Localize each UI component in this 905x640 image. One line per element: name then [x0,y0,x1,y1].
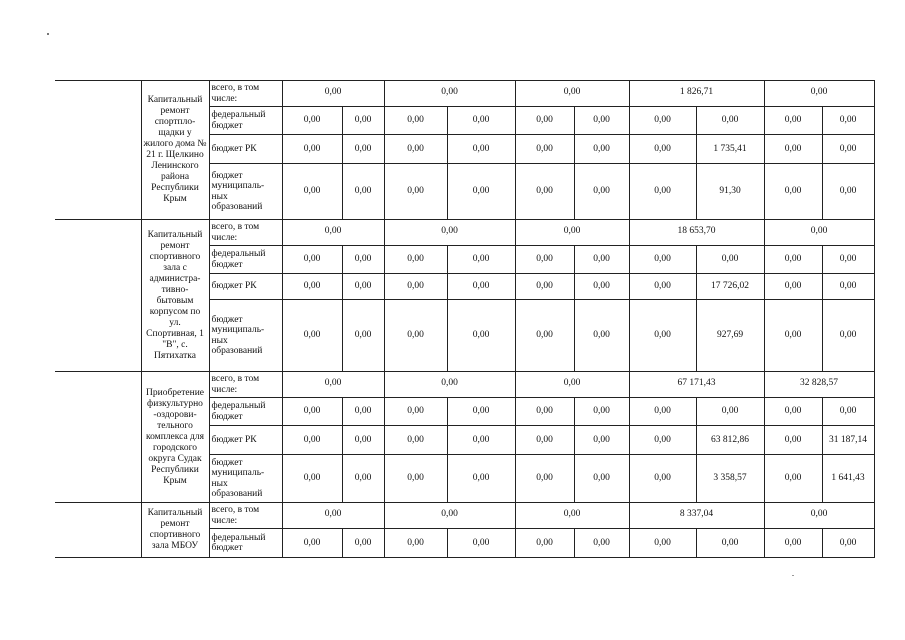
funding-source-cell: бюджет муниципаль-ных образований [209,300,282,372]
funding-source-cell: федеральный бюджет [209,529,282,558]
total-amount-cell: 0,00 [515,372,629,398]
amount-cell: 0,00 [515,455,574,503]
amount-cell: 0,00 [515,107,574,135]
amount-cell: 1 735,41 [696,135,764,164]
amount-cell: 0,00 [282,529,342,558]
amount-cell: 0,00 [574,274,629,300]
row-number-cell [55,81,141,220]
amount-cell: 0,00 [447,135,515,164]
total-amount-cell: 0,00 [282,372,384,398]
amount-cell: 0,00 [384,164,447,220]
amount-cell: 0,00 [574,300,629,372]
amount-cell: 0,00 [629,164,696,220]
total-amount-cell: 0,00 [764,81,874,107]
amount-cell: 0,00 [515,426,574,455]
table-total-row [55,81,874,107]
total-amount-cell: 0,00 [282,81,384,107]
funding-source-cell: федеральный бюджет [209,246,282,274]
budget-table-container [55,80,874,558]
amount-cell: 0,00 [282,300,342,372]
amount-cell: 0,00 [384,246,447,274]
amount-cell: 0,00 [574,398,629,426]
total-amount-cell: 32 828,57 [764,372,874,398]
total-amount-cell: 0,00 [515,220,629,246]
amount-cell: 0,00 [574,529,629,558]
total-amount-cell: 0,00 [384,81,515,107]
amount-cell: 0,00 [384,455,447,503]
amount-cell: 0,00 [447,300,515,372]
amount-cell: 0,00 [822,398,874,426]
amount-cell: 0,00 [629,529,696,558]
total-amount-cell: 18 653,70 [629,220,764,246]
total-amount-cell: 0,00 [764,503,874,529]
amount-cell: 0,00 [822,107,874,135]
amount-cell: 0,00 [384,300,447,372]
amount-cell: 0,00 [764,426,822,455]
amount-cell: 0,00 [342,426,384,455]
row-number-cell [55,503,141,558]
funding-source-cell: бюджет муниципаль-ных образований [209,164,282,220]
amount-cell: 0,00 [282,107,342,135]
amount-cell: 0,00 [342,135,384,164]
total-amount-cell: 1 826,71 [629,81,764,107]
total-amount-cell: 0,00 [384,503,515,529]
amount-cell: 0,00 [574,135,629,164]
amount-cell: 0,00 [764,107,822,135]
amount-cell: 0,00 [342,274,384,300]
budget-table [55,80,875,558]
total-amount-cell: 0,00 [384,220,515,246]
amount-cell: 0,00 [282,274,342,300]
amount-cell: 0,00 [447,426,515,455]
amount-cell: 0,00 [696,246,764,274]
amount-cell: 0,00 [384,107,447,135]
amount-cell: 0,00 [629,107,696,135]
amount-cell: 0,00 [629,398,696,426]
funding-source-cell: федеральный бюджет [209,398,282,426]
amount-cell: 0,00 [515,398,574,426]
amount-cell: 0,00 [342,398,384,426]
funding-source-cell: федеральный бюджет [209,107,282,135]
amount-cell: 0,00 [696,398,764,426]
total-amount-cell: 0,00 [282,503,384,529]
amount-cell: 0,00 [282,455,342,503]
amount-cell: 0,00 [822,164,874,220]
amount-cell: 0,00 [384,274,447,300]
amount-cell: 63 812,86 [696,426,764,455]
amount-cell: 31 187,14 [822,426,874,455]
amount-cell: 0,00 [515,164,574,220]
total-amount-cell: 0,00 [282,220,384,246]
amount-cell: 0,00 [822,300,874,372]
total-amount-cell: 0,00 [384,372,515,398]
amount-cell: 0,00 [629,455,696,503]
funding-source-cell: всего, в том числе: [209,81,282,107]
amount-cell: 0,00 [447,455,515,503]
project-name-cell: Приобретение физкультурно -оздорови-тельного комплекса для городского округа Судак Республики Крым [141,372,209,503]
amount-cell: 0,00 [515,135,574,164]
amount-cell: 0,00 [629,426,696,455]
amount-cell: 0,00 [629,300,696,372]
total-amount-cell: 0,00 [515,503,629,529]
amount-cell: 0,00 [822,135,874,164]
amount-cell: 0,00 [342,246,384,274]
amount-cell: 0,00 [574,246,629,274]
amount-cell: 0,00 [515,246,574,274]
table-total-row [55,372,874,398]
funding-source-cell: бюджет РК [209,135,282,164]
amount-cell: 0,00 [764,529,822,558]
amount-cell: 0,00 [764,300,822,372]
amount-cell: 0,00 [696,529,764,558]
amount-cell: 0,00 [447,398,515,426]
amount-cell: 0,00 [342,107,384,135]
amount-cell: 0,00 [629,246,696,274]
amount-cell: 0,00 [342,164,384,220]
total-amount-cell: 67 171,43 [629,372,764,398]
amount-cell: 0,00 [342,300,384,372]
amount-cell: 91,30 [696,164,764,220]
amount-cell: 0,00 [282,398,342,426]
row-number-cell [55,372,141,503]
amount-cell: 0,00 [384,398,447,426]
total-amount-cell: 8 337,04 [629,503,764,529]
amount-cell: 0,00 [447,274,515,300]
funding-source-cell: бюджет РК [209,426,282,455]
amount-cell: 0,00 [447,107,515,135]
amount-cell: 927,69 [696,300,764,372]
row-number-cell [55,220,141,372]
amount-cell: 0,00 [574,455,629,503]
amount-cell: 0,00 [574,426,629,455]
amount-cell: 0,00 [447,246,515,274]
project-name-cell: Капитальный ремонт спортпло-щадки у жилого дома № 21 г. Щелкино Ленинского района Республики Крым [141,81,209,220]
amount-cell: 0,00 [447,164,515,220]
amount-cell: 0,00 [764,164,822,220]
amount-cell: 0,00 [282,426,342,455]
amount-cell: 0,00 [629,274,696,300]
amount-cell: 0,00 [515,529,574,558]
amount-cell: 0,00 [764,135,822,164]
funding-source-cell: всего, в том числе: [209,220,282,246]
amount-cell: 0,00 [515,300,574,372]
amount-cell: 0,00 [515,274,574,300]
amount-cell: 0,00 [822,246,874,274]
amount-cell: 17 726,02 [696,274,764,300]
scan-speck [792,575,794,576]
budget-table-body [55,81,874,558]
funding-source-cell: бюджет муниципаль-ных образований [209,455,282,503]
amount-cell: 0,00 [764,246,822,274]
amount-cell: 0,00 [384,426,447,455]
amount-cell: 0,00 [696,107,764,135]
amount-cell: 0,00 [384,135,447,164]
amount-cell: 0,00 [764,274,822,300]
amount-cell: 0,00 [764,398,822,426]
amount-cell: 0,00 [282,164,342,220]
table-total-row [55,220,874,246]
amount-cell: 0,00 [342,455,384,503]
funding-source-cell: всего, в том числе: [209,503,282,529]
amount-cell: 1 641,43 [822,455,874,503]
amount-cell: 3 358,57 [696,455,764,503]
amount-cell: 0,00 [384,529,447,558]
funding-source-cell: бюджет РК [209,274,282,300]
project-name-cell: Капитальный ремонт спортивного зала с администра-тивно-бытовым корпусом по ул. Спортивная, 1 "В", с. Пятихатка [141,220,209,372]
scan-speck [47,33,49,35]
amount-cell: 0,00 [282,135,342,164]
total-amount-cell: 0,00 [764,220,874,246]
funding-source-cell: всего, в том числе: [209,372,282,398]
amount-cell: 0,00 [764,455,822,503]
total-amount-cell: 0,00 [515,81,629,107]
amount-cell: 0,00 [574,164,629,220]
amount-cell: 0,00 [629,135,696,164]
project-name-cell: Капитальный ремонт спортивного зала МБОУ [141,503,209,558]
table-total-row [55,503,874,529]
amount-cell: 0,00 [447,529,515,558]
amount-cell: 0,00 [822,529,874,558]
amount-cell: 0,00 [342,529,384,558]
amount-cell: 0,00 [282,246,342,274]
amount-cell: 0,00 [574,107,629,135]
amount-cell: 0,00 [822,274,874,300]
